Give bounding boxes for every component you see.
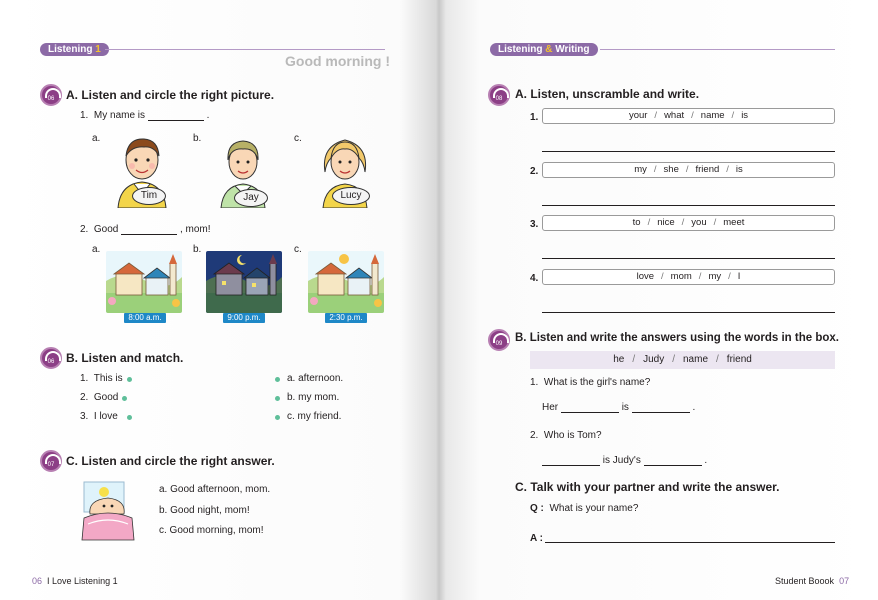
headphone-icon[interactable]: 07 — [40, 450, 62, 472]
item-number: 3. — [530, 219, 539, 230]
answer-option-b[interactable]: b. Good night, mom! — [159, 505, 250, 516]
option-b[interactable]: b. — [193, 133, 202, 144]
night-scene-image[interactable] — [206, 251, 282, 313]
section-a-title: A. Listen, unscramble and write. — [515, 87, 700, 101]
scrambled-words-box: to / nice / you / meet — [542, 215, 835, 231]
scrambled-words-box: love / mom / my / I — [542, 269, 835, 285]
answer-blank[interactable] — [148, 120, 204, 121]
item-number: 4. — [530, 273, 539, 284]
talk-question: Q : What is your name? — [530, 503, 639, 514]
answer-line[interactable] — [542, 258, 835, 259]
time-label: 9:00 p.m. — [223, 313, 265, 323]
question-1: 1. My name is . — [80, 110, 210, 121]
match-dot[interactable] — [275, 377, 280, 382]
section-b-title: B. Listen and match. — [66, 351, 184, 365]
answer-option-c: c. Good morning, mom! — [159, 525, 264, 536]
option-b[interactable]: b. — [193, 244, 202, 255]
tag-rule — [105, 49, 385, 50]
girl-in-bed-illustration — [80, 478, 136, 542]
answer-option-a[interactable]: a. Good afternoon, mom. — [159, 484, 271, 495]
option-c[interactable]: c. — [294, 133, 302, 144]
headphone-icon[interactable]: 06 — [40, 84, 62, 106]
match-dot[interactable] — [275, 415, 280, 420]
match-left-2: 2. Good — [80, 392, 119, 403]
answer-blank[interactable] — [632, 412, 690, 413]
word-bank-box: he / Judy / name / friend — [530, 351, 835, 369]
match-dot[interactable] — [127, 415, 132, 420]
answer-line[interactable] — [542, 312, 835, 313]
answer-blank[interactable] — [561, 412, 619, 413]
answer-2: is Judy's . — [542, 455, 707, 466]
answer-label: A : — [530, 533, 543, 544]
option-c[interactable]: c. — [294, 244, 302, 255]
section-a-title: A. Listen and circle the right picture. — [66, 88, 275, 102]
name-label-tim: Tim — [132, 187, 166, 205]
item-number: 1. — [530, 112, 539, 123]
time-label: 2:30 p.m. — [325, 313, 367, 323]
section-b-title: B. Listen and write the answers using the words in the box. — [515, 332, 839, 344]
headphone-icon[interactable]: 09 — [488, 329, 510, 351]
name-label-jay: Jay — [234, 189, 268, 207]
answer-blank[interactable] — [542, 465, 600, 466]
match-dot[interactable] — [127, 377, 132, 382]
headphone-icon[interactable]: 08 — [488, 84, 510, 106]
answer-blank[interactable] — [121, 234, 177, 235]
time-label: 8:00 a.m. — [124, 313, 166, 323]
scrambled-words-box: your / what / name / is — [542, 108, 835, 124]
name-label-lucy: Lucy — [332, 187, 370, 205]
answer-line[interactable] — [545, 542, 835, 543]
listening-tag: Listening 1 — [40, 43, 109, 56]
match-right-b: b. my mom. — [287, 392, 340, 403]
section-c-title: C. Listen and circle the right answer. — [66, 454, 275, 468]
section-c-title: C. Talk with your partner and write the answer. — [515, 480, 780, 494]
question-1: 1. What is the girl's name? — [530, 377, 651, 388]
listening-writing-tag: Listening & Writing — [490, 43, 598, 56]
match-left-1: 1. This is — [80, 373, 123, 384]
match-left-3: 3. I love — [80, 411, 118, 422]
tag-rule — [600, 49, 835, 50]
page-title: Good morning ! — [285, 53, 390, 69]
answer-line[interactable] — [542, 205, 835, 206]
match-dot[interactable] — [122, 396, 127, 401]
match-dot[interactable] — [275, 396, 280, 401]
match-right-c: c. my friend. — [287, 411, 342, 422]
headphone-icon[interactable]: 06 — [40, 347, 62, 369]
answer-1: Her is . — [542, 402, 696, 413]
option-a[interactable]: a. — [92, 133, 101, 144]
answer-blank[interactable] — [644, 465, 702, 466]
question-2: 2. Good , mom! — [80, 224, 211, 235]
afternoon-scene-image[interactable] — [308, 251, 384, 313]
answer-line[interactable] — [542, 151, 835, 152]
footer-left: 06 I Love Listening 1 — [32, 576, 118, 586]
item-number: 2. — [530, 166, 539, 177]
morning-scene-image[interactable] — [106, 251, 182, 313]
footer-right: Student Boook 07 — [775, 576, 850, 586]
match-right-a: a. afternoon. — [287, 373, 344, 384]
option-a[interactable]: a. — [92, 244, 101, 255]
question-2: 2. Who is Tom? — [530, 430, 602, 441]
scrambled-words-box: my / she / friend / is — [542, 162, 835, 178]
